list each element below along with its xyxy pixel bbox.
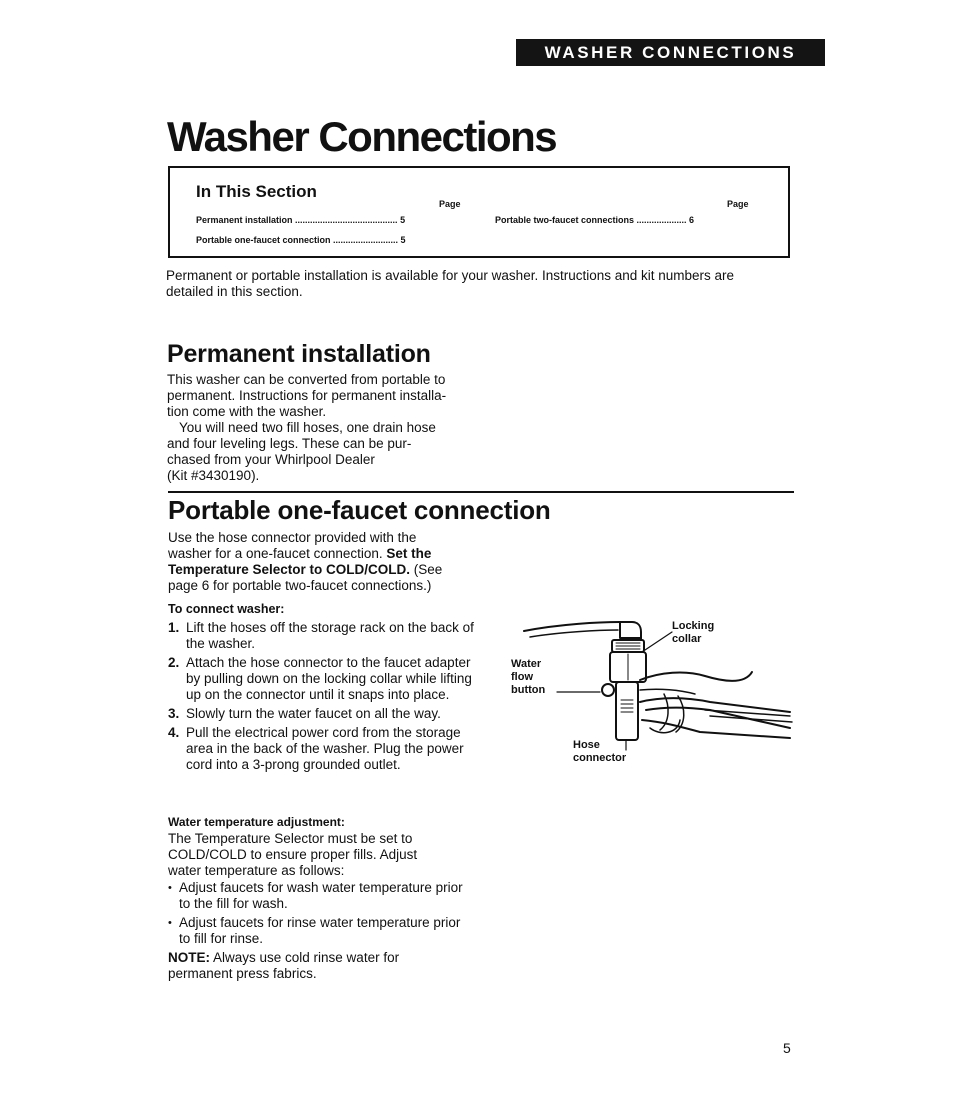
- intro-line: detailed in this section.: [166, 284, 303, 299]
- text-run-bold: Set the: [386, 546, 432, 561]
- section-divider: [168, 491, 794, 493]
- step-text: Attach the hose connector to the faucet adapter by pulling down on the locking collar while lifting up on the connector until it snaps into place.: [186, 655, 472, 702]
- portable-intro: [168, 530, 488, 594]
- label-line: Locking: [672, 620, 715, 632]
- toc-leader: ..........................: [330, 235, 401, 245]
- label-line: flow: [511, 671, 533, 683]
- label-line: collar: [672, 633, 702, 645]
- step-text: Slowly turn the water faucet on all the way.: [186, 706, 441, 721]
- toc-entry-page: 6: [689, 215, 695, 225]
- intro-line: Permanent or portable installation is available for your washer. Instructions and kit numbers are: [166, 268, 735, 283]
- permanent-installation-text: [167, 372, 487, 484]
- intro-paragraph: [166, 268, 786, 300]
- text-run: (See: [410, 562, 443, 577]
- water-temperature-text: [168, 831, 478, 879]
- bullet-text: Adjust faucets for wash water temperature prior to the fill for wash.: [179, 880, 463, 911]
- page-title: Washer Connections: [167, 113, 557, 160]
- toc-page-label-right: Page: [727, 199, 749, 209]
- toc-entry[interactable]: [196, 215, 405, 225]
- text-line: permanent press fabrics.: [168, 966, 317, 981]
- text-line: Use the hose connector provided with the: [168, 530, 417, 545]
- text-line: tion come with the washer.: [167, 404, 327, 419]
- toc-leader: ....................: [634, 215, 690, 225]
- text-line: (Kit #3430190).: [167, 468, 260, 483]
- step-number: 3.: [168, 706, 180, 721]
- step-text: Pull the electrical power cord from the storage area in the back of the washer. Plug the power cord into a 3-prong grounded outlet.: [186, 725, 464, 772]
- toc-entry-label: Portable one-faucet connection: [196, 235, 331, 245]
- bullet-icon: •: [168, 917, 172, 929]
- toc-entry-page: 5: [400, 215, 406, 225]
- label-line: connector: [573, 752, 627, 764]
- toc-entry[interactable]: [495, 215, 694, 225]
- toc-entry-label: Portable two-faucet connections: [495, 215, 635, 225]
- permanent-installation-heading: Permanent installation: [167, 340, 431, 368]
- text-line: water temperature as follows:: [168, 863, 345, 878]
- toc-box: [168, 166, 790, 258]
- text-line: and four leveling legs. These can be pur-: [167, 436, 412, 451]
- toc-page-label-left: Page: [439, 199, 461, 209]
- water-temperature-heading: Water temperature adjustment:: [168, 815, 345, 829]
- text-line: [168, 562, 488, 578]
- text-line: You will need two fill hoses, one drain hose: [179, 420, 436, 435]
- step-number: 1.: [168, 620, 180, 635]
- step-text: Lift the hoses off the storage rack on the back of the washer.: [186, 620, 474, 651]
- portable-connection-heading: Portable one-faucet connection: [168, 495, 551, 525]
- connect-steps-list: [168, 620, 478, 776]
- text-line: The Temperature Selector must be set to: [168, 831, 413, 846]
- text-line: chased from your Whirlpool Dealer: [167, 452, 375, 467]
- label-line: button: [511, 684, 546, 696]
- text-run: washer for a one-faucet connection.: [168, 546, 387, 561]
- text-line: [168, 950, 478, 966]
- toc-entry-label: Permanent installation: [196, 215, 293, 225]
- label-line: Hose: [573, 739, 600, 751]
- section-banner: WASHER CONNECTIONS: [516, 39, 825, 66]
- note-text: Always use cold rinse water for: [210, 950, 400, 965]
- step-item: [168, 706, 478, 722]
- step-item: [168, 620, 478, 652]
- text-run-bold: Temperature Selector to COLD/COLD.: [168, 562, 411, 577]
- step-number: 2.: [168, 655, 180, 670]
- bullet-text: Adjust faucets for rinse water temperature prior to fill for rinse.: [179, 915, 461, 946]
- bullet-icon: •: [168, 882, 172, 894]
- toc-entry-page: 5: [400, 235, 406, 245]
- note-paragraph: [168, 950, 478, 982]
- temperature-bullets: [168, 880, 468, 950]
- step-number: 4.: [168, 725, 180, 740]
- water-flow-button-label: [511, 658, 545, 697]
- bullet-item: [168, 880, 468, 912]
- toc-leader: .........................................: [292, 215, 401, 225]
- page-number: 5: [783, 1040, 791, 1056]
- locking-collar-label: [672, 620, 714, 646]
- step-item: [168, 655, 478, 703]
- text-line: [168, 546, 488, 562]
- hose-connector-label: [573, 739, 626, 765]
- note-label: NOTE:: [168, 950, 210, 965]
- text-line: COLD/COLD to ensure proper fills. Adjust: [168, 847, 418, 862]
- toc-entry[interactable]: [196, 235, 406, 245]
- text-line: This washer can be converted from portable to: [167, 372, 446, 387]
- step-item: [168, 725, 478, 773]
- toc-heading: In This Section: [196, 182, 317, 201]
- connect-washer-heading: To connect washer:: [168, 602, 285, 616]
- bullet-item: [168, 915, 468, 947]
- label-line: Water: [511, 658, 542, 670]
- text-line: permanent. Instructions for permanent installa-: [167, 388, 447, 403]
- text-line: page 6 for portable two-faucet connections.): [168, 578, 432, 593]
